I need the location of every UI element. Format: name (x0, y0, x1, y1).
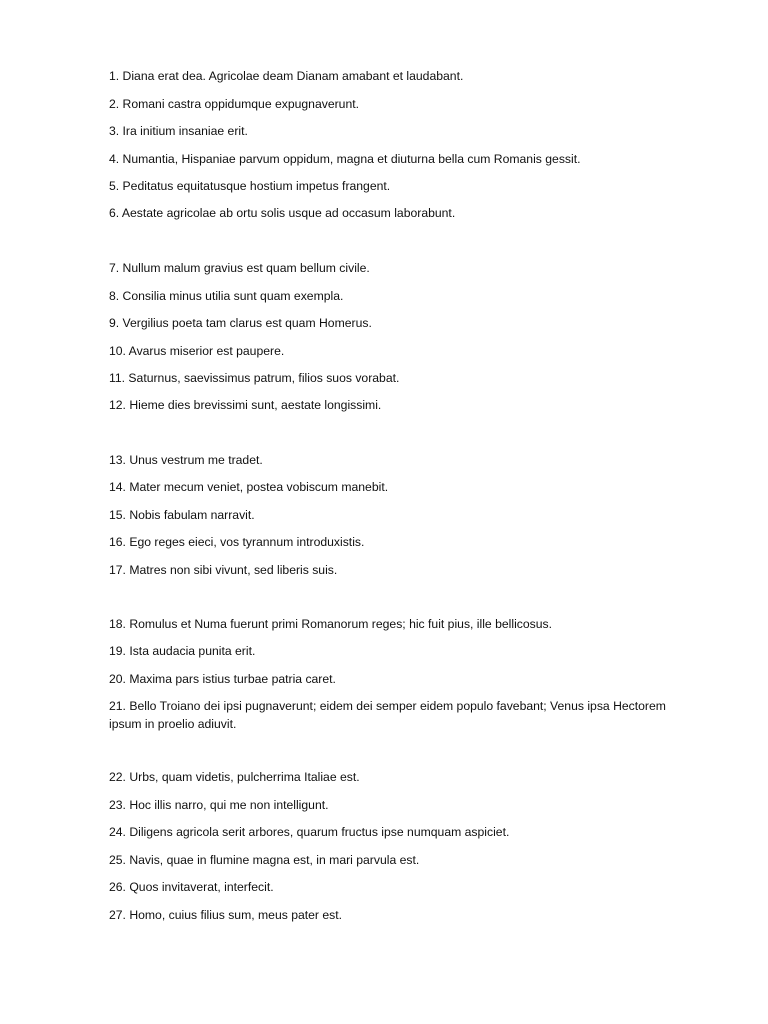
sentence-11: 11. Saturnus, saevissimus patrum, filios suos vorabat. (109, 371, 400, 385)
sentence-14: 14. Mater mecum veniet, postea vobiscum manebit. (109, 480, 389, 494)
sentence-6: 6. Aestate agricolae ab ortu solis usque ad occasum laborabunt. (109, 206, 456, 220)
sentence-2: 2. Romani castra oppidumque expugnaverunt. (109, 97, 359, 111)
sentence-18: 18. Romulus et Numa fuerunt primi Romanorum reges; hic fuit pius, ille bellicosus. (109, 617, 552, 631)
sentence-7: 7. Nullum malum gravius est quam bellum civile. (109, 261, 370, 275)
sentence-22: 22. Urbs, quam videtis, pulcherrima Italiae est. (109, 770, 360, 784)
sentence-12: 12. Hieme dies brevissimi sunt, aestate longissimi. (109, 398, 382, 412)
sentence-3: 3. Ira initium insaniae erit. (109, 124, 248, 138)
sentence-16: 16. Ego reges eieci, vos tyrannum introduxistis. (109, 535, 365, 549)
sentence-25: 25. Navis, quae in flumine magna est, in mari parvula est. (109, 853, 420, 867)
sentence-17: 17. Matres non sibi vivunt, sed liberis suis. (109, 563, 338, 577)
sentence-8: 8. Consilia minus utilia sunt quam exempla. (109, 289, 344, 303)
sentence-23: 23. Hoc illis narro, qui me non intelligunt. (109, 798, 329, 812)
sentence-9: 9. Vergilius poeta tam clarus est quam Homerus. (109, 316, 372, 330)
sentence-20: 20. Maxima pars istius turbae patria caret. (109, 672, 336, 686)
sentence-4: 4. Numantia, Hispaniae parvum oppidum, magna et diuturna bella cum Romanis gessit. (109, 152, 581, 166)
sentence-19: 19. Ista audacia punita erit. (109, 644, 256, 658)
sentence-26: 26. Quos invitaverat, interfecit. (109, 880, 274, 894)
sentence-15: 15. Nobis fabulam narravit. (109, 508, 255, 522)
sentence-24: 24. Diligens agricola serit arbores, quarum fructus ipse numquam aspiciet. (109, 825, 510, 839)
sentence-21: 21. Bello Troiano dei ipsi pugnaverunt; eidem dei semper eidem populo favebant; Venus ipsa Hectorem ipsum in proelio adiuvit. (109, 699, 666, 731)
sentence-27: 27. Homo, cuius filius sum, meus pater est. (109, 908, 343, 922)
sentence-1: 1. Diana erat dea. Agricolae deam Dianam amabant et laudabant. (109, 69, 464, 83)
sentence-13: 13. Unus vestrum me tradet. (109, 453, 263, 467)
sentence-5: 5. Peditatus equitatusque hostium impetus frangent. (109, 179, 391, 193)
sentence-10: 10. Avarus miserior est paupere. (109, 344, 285, 358)
